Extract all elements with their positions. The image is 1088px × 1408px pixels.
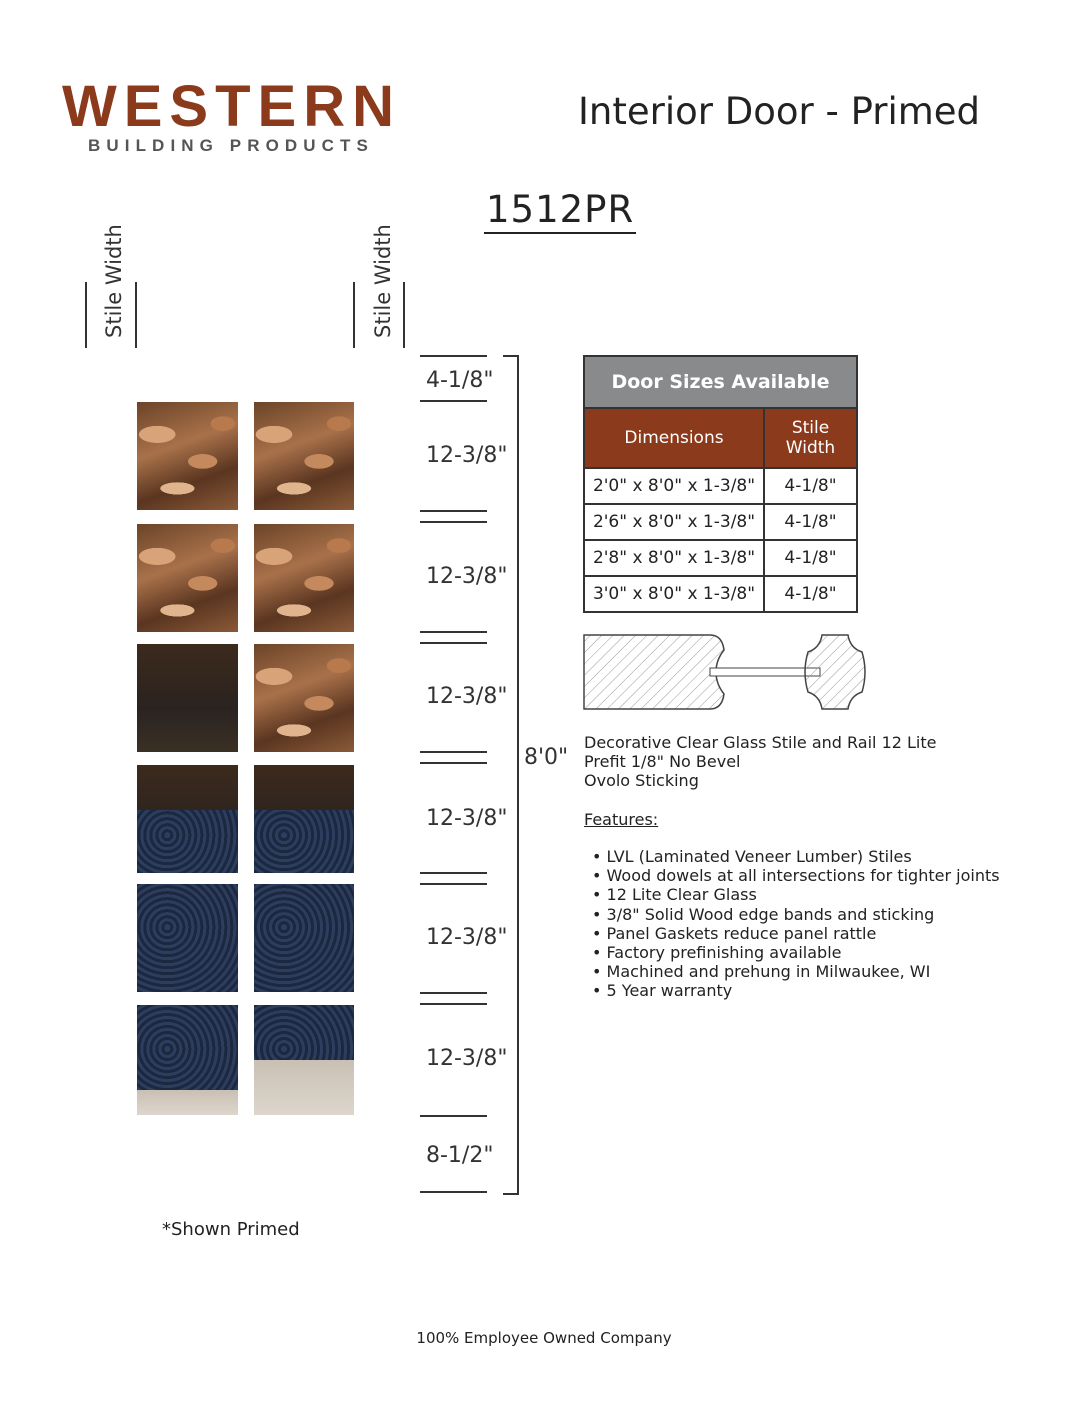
glass-lite [137,644,238,752]
list-item: • 5 Year warranty [592,981,1000,1000]
dimension-line [420,510,487,512]
dimension-line [420,355,487,357]
features-heading: Features: [584,810,659,829]
glass-lite [254,524,354,632]
dimension-line [420,521,487,523]
description-line: Ovolo Sticking [584,771,699,790]
glass-lite [254,644,354,752]
overall-height-label: 8'0" [524,745,569,770]
model-number: 1512PR [484,190,636,234]
dimension-line [420,751,487,753]
table-title: Door Sizes Available [584,356,857,408]
logo-wordmark: WESTERN [62,74,401,139]
lite-dimension: 12-3/8" [426,443,508,468]
description-line: Prefit 1/8" No Bevel [584,752,741,771]
glass-lite [137,1005,238,1115]
rail-dimension-bottom: 8-1/2" [426,1143,494,1168]
dimension-line [420,1115,487,1117]
dimension-line [420,400,487,402]
glass-lite [137,402,238,510]
lite-dimension: 12-3/8" [426,564,508,589]
list-item: • Machined and prehung in Milwaukee, WI [592,962,1000,981]
door-illustration [130,395,362,1195]
glass-lite [137,765,238,873]
table-cell: 4-1/8" [764,576,857,612]
door-sizes-table [583,355,858,613]
table-cell: 2'8" x 8'0" x 1-3/8" [584,540,764,576]
table-cell: 2'0" x 8'0" x 1-3/8" [584,468,764,504]
column-header-stile-width: Stile Width [764,408,857,468]
dimension-line [420,1191,487,1193]
stile-marker-line [135,282,137,348]
lite-dimension: 12-3/8" [426,684,508,709]
stile-marker-line [353,282,355,348]
description-line: Decorative Clear Glass Stile and Rail 12 Lite [584,733,937,752]
stile-width-label-right: Stile Width [371,224,395,338]
column-header-dimensions: Dimensions [584,408,764,468]
table-cell: 3'0" x 8'0" x 1-3/8" [584,576,764,612]
lite-dimension: 12-3/8" [426,806,508,831]
table-row [584,504,857,540]
lite-dimension: 12-3/8" [426,1046,508,1071]
dimension-line [420,992,487,994]
primed-note: *Shown Primed [162,1219,300,1240]
features-list [592,847,1000,1001]
dimension-line [420,631,487,633]
overall-height-bracket [503,355,519,1195]
table-cell: 2'6" x 8'0" x 1-3/8" [584,504,764,540]
list-item: • Factory prefinishing available [592,943,1000,962]
dimension-line [420,872,487,874]
list-item: • 12 Lite Clear Glass [592,885,1000,904]
dimension-line [420,883,487,885]
stile-rail-profile-diagram [582,632,872,712]
lite-dimension: 12-3/8" [426,925,508,950]
table-cell: 4-1/8" [764,468,857,504]
glass-lite [254,765,354,873]
table-row [584,576,857,612]
list-item: • Panel Gaskets reduce panel rattle [592,924,1000,943]
list-item: • 3/8" Solid Wood edge bands and sticking [592,905,1000,924]
footer-text: 100% Employee Owned Company [416,1329,672,1347]
glass-lite [254,402,354,510]
glass-lite [254,884,354,992]
glass-lite [137,524,238,632]
table-cell: 4-1/8" [764,540,857,576]
list-item: • LVL (Laminated Veneer Lumber) Stiles [592,847,1000,866]
rail-dimension-top: 4-1/8" [426,368,494,393]
dimension-line [420,1003,487,1005]
stile-marker-line [403,282,405,348]
stile-width-label-left: Stile Width [102,224,126,338]
table-cell: 4-1/8" [764,504,857,540]
stile-marker-line [85,282,87,348]
dimension-line [420,642,487,644]
glass-lite [137,884,238,992]
glass-lite [254,1005,354,1115]
table-row [584,468,857,504]
dimension-line [420,762,487,764]
table-row [584,540,857,576]
page-title: Interior Door - Primed [578,90,981,133]
list-item: • Wood dowels at all intersections for tighter joints [592,866,1000,885]
logo-tagline: BUILDING PRODUCTS [88,136,374,155]
